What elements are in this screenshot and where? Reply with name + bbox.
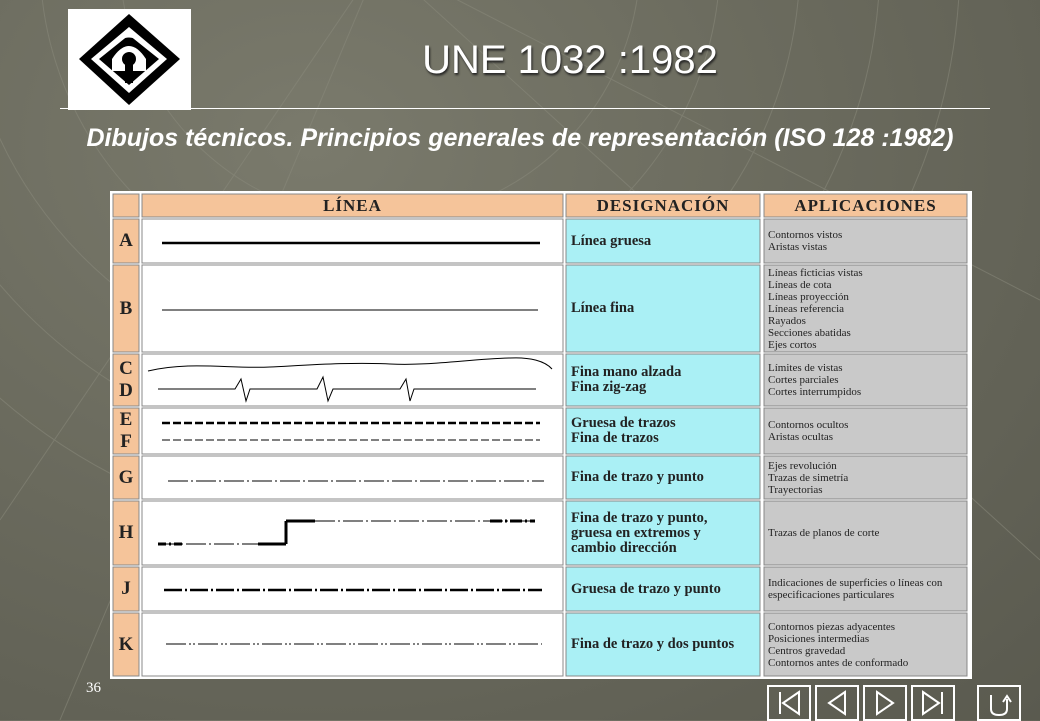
page-number: 36 (86, 680, 101, 696)
application-item: Aristas ocultas (768, 431, 834, 443)
last-slide-icon (913, 687, 953, 719)
application-item: Contornos antes de conformado (768, 656, 909, 669)
application-item: Trayectorias (768, 483, 823, 496)
row-designation: Gruesa de trazos Fina de trazos (571, 415, 676, 446)
application-item: Cortes interrumpidos (768, 386, 862, 398)
row-letter: H (118, 522, 134, 543)
application-item: Límites de vistas (768, 362, 843, 374)
application-item: Aristas vistas (768, 241, 827, 253)
application-item: Líneas referencia (768, 302, 845, 315)
row-designation: Línea gruesa (571, 232, 652, 249)
slide-title: UNE 1032 :1982 (422, 38, 718, 82)
application-item: Rayados (768, 314, 806, 327)
application-item: Indicaciones de superficies o líneas con especificaciones particulares (768, 577, 943, 601)
row-letter: C D (119, 358, 133, 401)
row-applications (766, 354, 968, 406)
row-letter: B (119, 297, 133, 319)
header-aplicaciones: APLICACIONES (794, 195, 937, 215)
row-applications (766, 219, 968, 263)
row-letter: E F (119, 409, 133, 452)
row-applications (766, 613, 968, 676)
application-item: Líneas ficticias vistas (768, 266, 863, 279)
application-item: Ejes cortos (768, 338, 817, 351)
row-applications (766, 265, 968, 352)
application-item: Contornos piezas adyacentes (768, 620, 896, 633)
row-applications (766, 567, 964, 611)
row-designation: Línea fina (571, 300, 635, 316)
row-letter: A (119, 230, 133, 251)
application-item: Trazas de planos de corte (768, 527, 880, 539)
slide-subtitle: Dibujos técnicos. Principios generales de representación (ISO 128 :1982) (86, 124, 954, 152)
row-letter: G (118, 466, 134, 488)
return-button[interactable] (977, 685, 1021, 721)
row-designation: Fina de trazo y punto (571, 469, 704, 485)
application-item: Contornos ocultos (768, 419, 849, 431)
row-applications (766, 456, 968, 499)
row-designation: Fina de trazo y dos puntos (571, 636, 735, 652)
row-applications (766, 408, 968, 454)
next-slide-icon (865, 687, 905, 719)
first-slide-button[interactable] (767, 685, 811, 721)
row-designation: Fina de trazo y punto, gruesa en extremos y cambio dirección (571, 509, 708, 556)
first-slide-icon (769, 687, 809, 719)
previous-slide-icon (817, 687, 857, 719)
application-item: Cortes parciales (768, 374, 839, 386)
row-designation: Fina mano alzada Fina zig-zag (571, 364, 682, 395)
last-slide-button[interactable] (911, 685, 955, 721)
row-designation: Gruesa de trazo y punto (571, 580, 721, 597)
logo (68, 9, 191, 110)
return-icon (979, 687, 1019, 719)
application-item: Posiciones intermedias (768, 632, 870, 645)
application-item: Ejes revolución (768, 459, 837, 472)
application-item: Secciones abatidas (768, 326, 851, 339)
university-emblem-icon (68, 9, 191, 110)
row-applications (766, 501, 968, 565)
application-item: Líneas proyección (768, 290, 849, 303)
previous-slide-button[interactable] (815, 685, 859, 721)
line-types-table (110, 191, 972, 679)
row-letter: J (121, 578, 131, 599)
application-item: Centros gravedad (768, 644, 846, 657)
next-slide-button[interactable] (863, 685, 907, 721)
title-divider (60, 108, 990, 109)
application-item: Trazas de simetría (768, 471, 849, 484)
application-item: Líneas de cota (768, 278, 832, 291)
application-item: Contornos vistos (768, 229, 843, 241)
header-linea: LÍNEA (323, 195, 382, 215)
header-designacion: DESIGNACIÓN (596, 195, 730, 215)
row-letter: K (118, 633, 134, 655)
